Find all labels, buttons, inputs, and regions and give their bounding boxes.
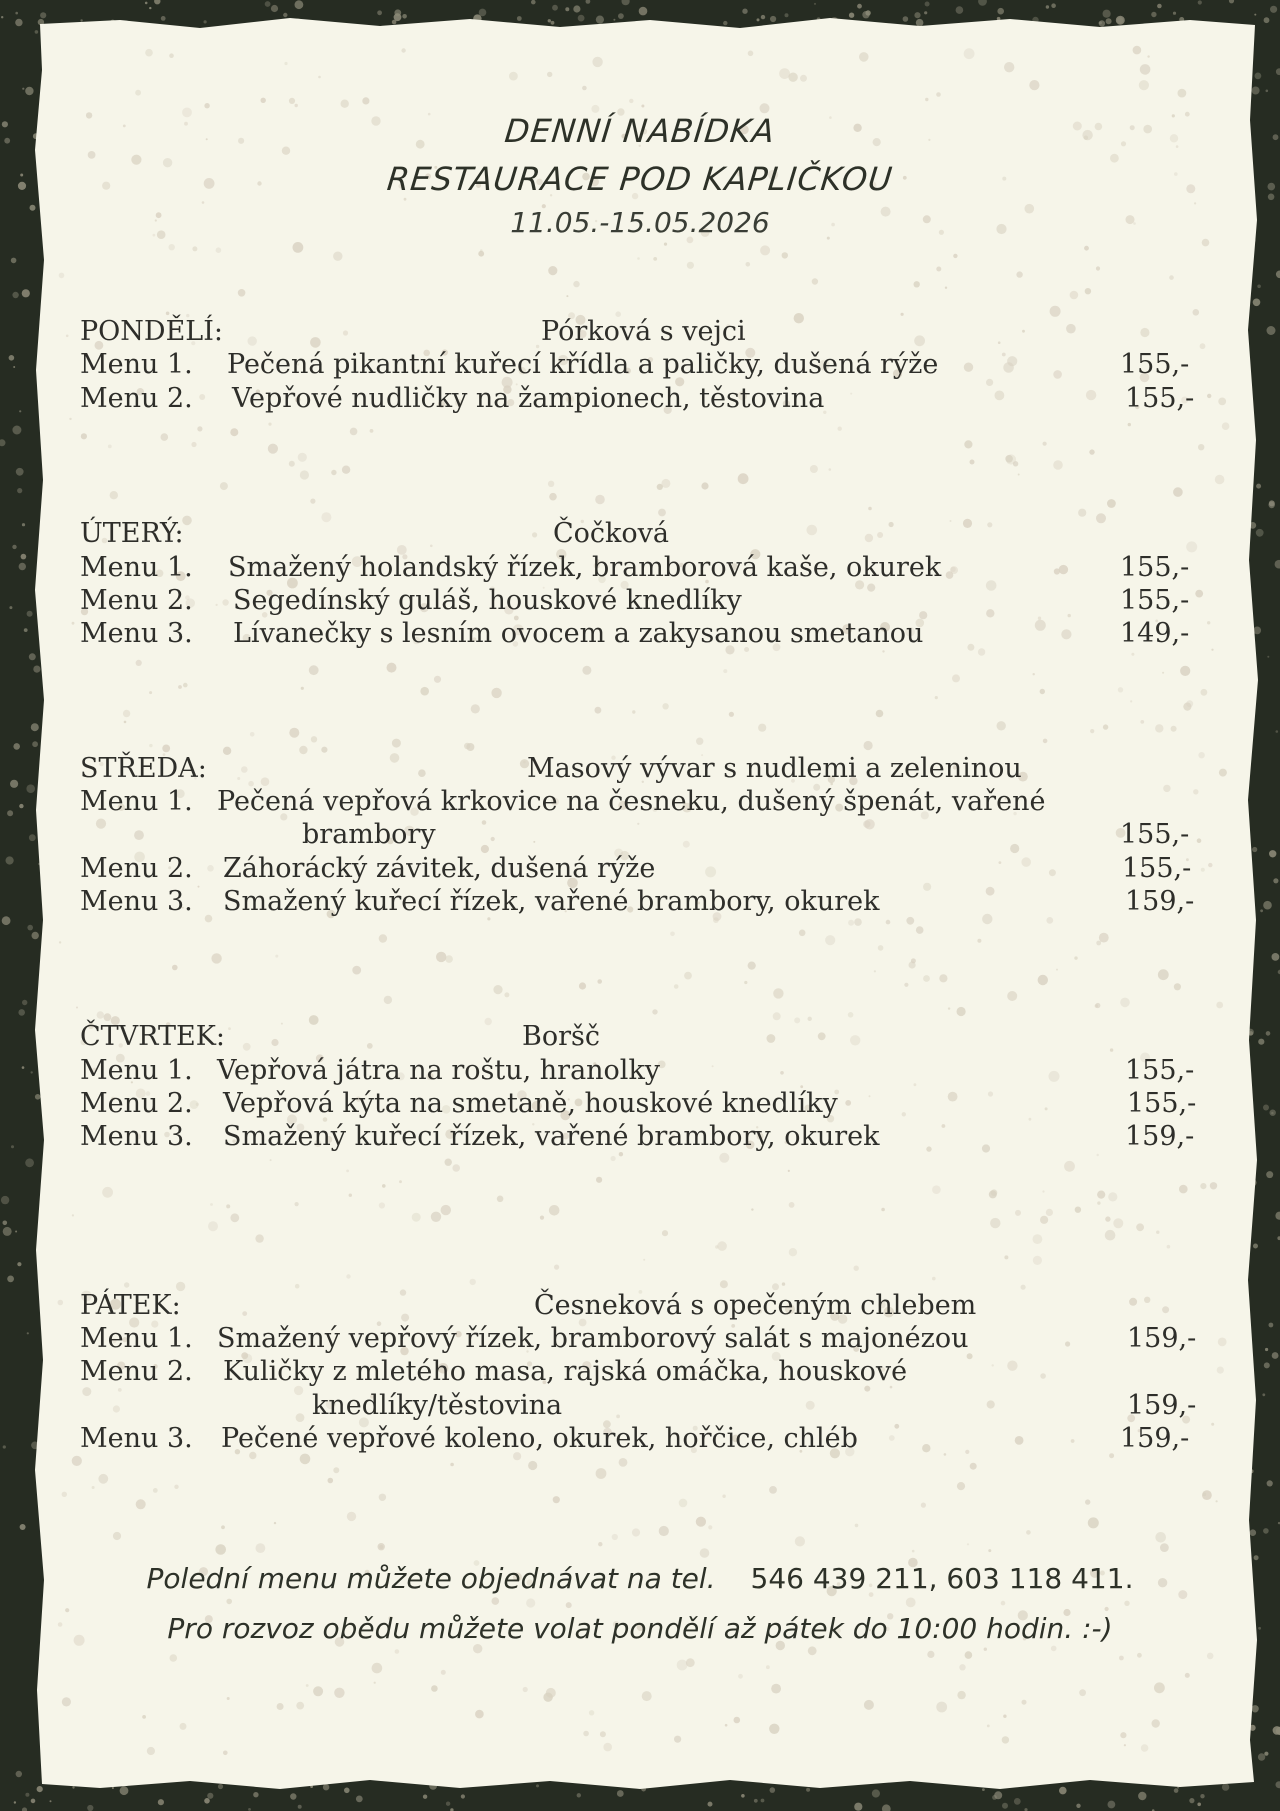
menu-dish: Smažený holandský řízek, bramborová kaše, okurek — [228, 552, 942, 583]
menu-dish-continued: brambory — [302, 819, 436, 850]
soup-monday: Pórková s vejci — [541, 316, 746, 347]
menu-label: Menu 2. — [80, 1088, 193, 1119]
menu-dish: Kuličky z mletého masa, rajská omáčka, houskové — [223, 1356, 908, 1387]
menu-price: 155,- — [1120, 552, 1190, 583]
menu-price: 155,- — [1127, 1088, 1197, 1119]
menu-price: 149,- — [1120, 618, 1190, 649]
menu-label: Menu 2. — [80, 383, 193, 414]
menu-price: 159,- — [1127, 1390, 1197, 1421]
menu-price: 155,- — [1120, 585, 1190, 616]
phone-numbers: 546 439 211, 603 118 411. — [750, 1562, 1134, 1595]
day-label-thursday: ČTVRTEK: — [80, 1021, 226, 1052]
menu-price: 155,- — [1125, 383, 1195, 414]
menu-dish: Pečené vepřové koleno, okurek, hořčice, chléb — [221, 1423, 858, 1454]
soup-friday: Česneková s opečeným chlebem — [534, 1290, 977, 1321]
order-info — [0, 1562, 1280, 1595]
menu-price: 159,- — [1125, 1121, 1195, 1152]
menu-price: 155,- — [1125, 1055, 1195, 1086]
menu-dish: Segedínský guláš, houskové knedlíky — [233, 585, 742, 616]
day-label-friday: PÁTEK: — [80, 1290, 181, 1321]
soup-thursday: Boršč — [522, 1021, 600, 1052]
menu-price: 159,- — [1127, 1323, 1197, 1354]
day-label-tuesday: ÚTERÝ: — [80, 518, 184, 549]
menu-dish: Lívanečky s lesním ovocem a zakysanou smetanou — [233, 618, 924, 649]
menu-price: 155,- — [1122, 853, 1192, 884]
menu-dish: Smažený kuřecí řízek, vařené brambory, okurek — [223, 886, 880, 917]
menu-label: Menu 1. — [80, 552, 193, 583]
menu-label: Menu 1. — [80, 1055, 193, 1086]
menu-label: Menu 2. — [80, 853, 193, 884]
menu-dish: Záhorácký závitek, dušená rýže — [223, 853, 656, 884]
menu-label: Menu 1. — [80, 349, 193, 380]
menu-dish-continued: knedlíky/těstovina — [312, 1390, 563, 1421]
menu-dish: Vepřové nudličky na žampionech, těstovina — [232, 383, 825, 414]
menu-label: Menu 1. — [80, 1323, 193, 1354]
menu-dish: Vepřová kýta na smetaně, houskové knedlíky — [223, 1088, 838, 1119]
menu-label: Menu 2. — [80, 585, 193, 616]
order-text: Polední menu můžete objednávat na tel. — [146, 1562, 716, 1595]
delivery-info: Pro rozvoz obědu můžete volat pondělí až pátek do 10:00 hodin. :-) — [167, 1612, 1113, 1645]
menu-price: 159,- — [1125, 886, 1195, 917]
menu-price: 155,- — [1120, 819, 1190, 850]
menu-label: Menu 3. — [80, 618, 193, 649]
menu-price: 155,- — [1120, 349, 1190, 380]
day-label-wednesday: STŘEDA: — [80, 753, 207, 784]
menu-label: Menu 1. — [80, 786, 193, 817]
menu-dish: Pečená vepřová krkovice na česneku, dušený špenát, vařené — [217, 786, 1046, 817]
soup-tuesday: Čočková — [553, 518, 670, 549]
menu-title: DENNÍ NABÍDKA — [502, 112, 778, 150]
menu-label: Menu 3. — [80, 886, 193, 917]
menu-label: Menu 2. — [80, 1356, 193, 1387]
menu-dish: Pečená pikantní kuřecí křídla a paličky, dušená rýže — [227, 349, 939, 380]
menu-label: Menu 3. — [80, 1121, 193, 1152]
day-label-monday: PONDĚLÍ: — [80, 316, 223, 347]
soup-wednesday: Masový vývar s nudlemi a zeleninou — [527, 753, 1022, 784]
menu-dish: Smažený kuřecí řízek, vařené brambory, okurek — [223, 1121, 880, 1152]
restaurant-name: RESTAURACE POD KAPLIČKOU — [385, 160, 895, 198]
menu-dish: Vepřová játra na roštu, hranolky — [217, 1055, 661, 1086]
menu-dish: Smažený vepřový řízek, bramborový salát s majonézou — [217, 1323, 969, 1354]
date-range: 11.05.-15.05.2026 — [510, 206, 770, 239]
menu-price: 159,- — [1120, 1423, 1190, 1454]
menu-label: Menu 3. — [80, 1423, 193, 1454]
